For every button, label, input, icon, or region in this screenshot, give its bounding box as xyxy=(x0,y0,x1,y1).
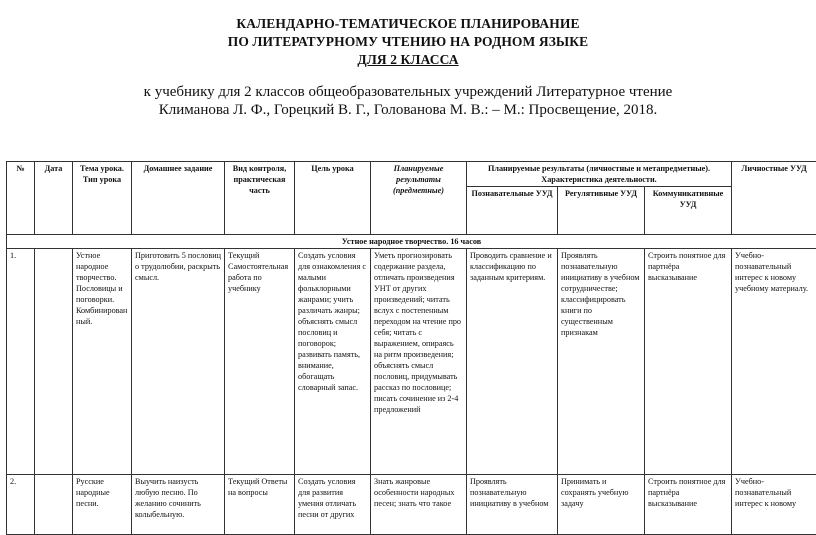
header-communicative: Коммуникативные УУД xyxy=(645,187,732,235)
cell-control: Текущий Самостоятельная работа по учебнику xyxy=(225,249,295,475)
cell-goal: Создать условия для развития умения отличать песни от других xyxy=(295,475,371,535)
subtitle-line-2: Климанова Л. Ф., Горецкий В. Г., Голованова М. В.: – М.: Просвещение, 2018. xyxy=(0,102,816,119)
cell-cognitive: Проводить сравнение и классификацию по заданным критериям. xyxy=(467,249,558,475)
table-row xyxy=(7,475,816,535)
cell-date xyxy=(35,475,73,535)
cell-planned: Знать жанровые особенности народных песен; знать что такое xyxy=(371,475,467,535)
cell-regulative: Проявлять познавательную инициативу в учебном сотрудничестве; классифицировать книги по существенным признакам xyxy=(558,249,645,475)
planning-table xyxy=(6,161,816,535)
cell-regulative: Принимать и сохранять учебную задачу xyxy=(558,475,645,535)
cell-goal: Создать условия для ознакомления с малыми фольклорными жанрами; учить различать жанры; объяснять смысл пословиц и поговорок; развивать память, внимание, обогащать словарный запас. xyxy=(295,249,371,475)
header-date: Дата xyxy=(35,162,73,235)
header-control: Вид контроля, практическая часть xyxy=(225,162,295,235)
table-row xyxy=(7,249,816,475)
cell-homework: Выучить наизусть любую песню. По желанию сочинить колыбельную. xyxy=(132,475,225,535)
cell-communicative: Строить понятное для партнёра высказывание xyxy=(645,475,732,535)
header-planned: Планируемые результаты (предметные) xyxy=(371,162,467,235)
section-row: Устное народное творчество. 16 часов xyxy=(7,235,816,249)
subtitle-line-1: к учебнику для 2 классов общеобразовательных учреждений Литературное чтение xyxy=(0,84,816,101)
header-personal: Личностные УУД xyxy=(732,162,816,235)
header-num: № xyxy=(7,162,35,235)
title-line-3-text: ДЛЯ 2 КЛАССА xyxy=(357,52,458,67)
cell-num: 2. xyxy=(7,475,35,535)
cell-topic: Устное народное творчество. Пословицы и поговорки. Комбинированный. xyxy=(73,249,132,475)
cell-planned: Уметь прогнозировать содержание раздела, отличать произведения УНТ от других произведений; читать вслух с постепенным переходом на чтение про себя; читать с выражением, опираясь на ритм произведения; объяснять смысл пословиц, придумывать рассказ по пословице; писать сочинение из 2-4 предложений xyxy=(371,249,467,475)
cell-topic: Русские народные песни. xyxy=(73,475,132,535)
cell-cognitive: Проявлять познавательную инициативу в учебном xyxy=(467,475,558,535)
header-homework: Домашнее задание xyxy=(132,162,225,235)
cell-num: 1. xyxy=(7,249,35,475)
cell-communicative: Строить понятное для партнёра высказывание xyxy=(645,249,732,475)
title-line-2: ПО ЛИТЕРАТУРНОМУ ЧТЕНИЮ НА РОДНОМ ЯЗЫКЕ xyxy=(0,34,816,50)
cell-personal: Учебно-познавательный интерес к новому учебному материалу. xyxy=(732,249,816,475)
cell-date xyxy=(35,249,73,475)
header-meta: Планируемые результаты (личностные и метапредметные). Характеристика деятельности. xyxy=(467,162,732,187)
cell-personal: Учебно-познавательный интерес к новому xyxy=(732,475,816,535)
cell-control: Текущий Ответы на вопросы xyxy=(225,475,295,535)
header-regulative: Регулятивные УУД xyxy=(558,187,645,235)
title-line-3 xyxy=(0,52,816,68)
header-cognitive: Познавательные УУД xyxy=(467,187,558,235)
cell-homework: Приготовить 5 пословиц о трудолюбии, раскрыть смысл. xyxy=(132,249,225,475)
header-topic: Тема урока. Тип урока xyxy=(73,162,132,235)
header-goal: Цель урока xyxy=(295,162,371,235)
title-line-1: КАЛЕНДАРНО-ТЕМАТИЧЕСКОЕ ПЛАНИРОВАНИЕ xyxy=(0,16,816,32)
